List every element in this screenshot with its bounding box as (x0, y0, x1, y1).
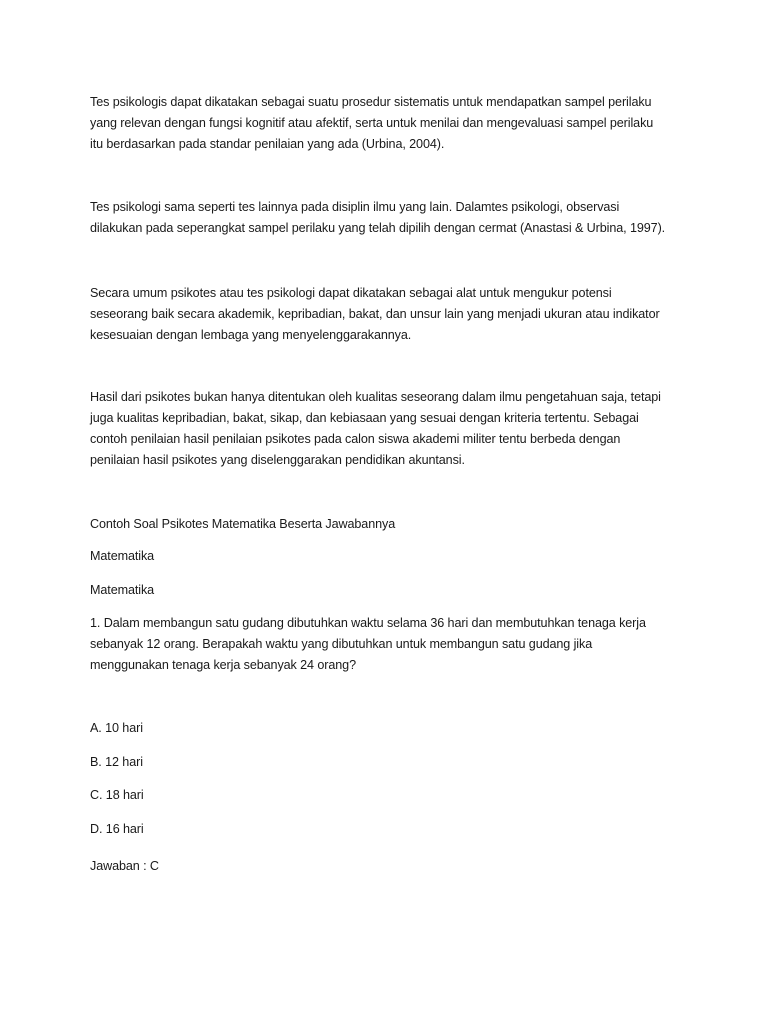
paragraph-line: juga kualitas kepribadian, bakat, sikap, dan kebiasaan yang sesuai dengan kriteria tertentu. Sebagai (90, 411, 639, 425)
paragraph-line: kesesuaian dengan lembaga yang menyelenggarakannya. (90, 328, 412, 342)
subject-heading: Matematika (90, 549, 155, 563)
paragraph-line: Tes psikologi sama seperti tes lainnya pada disiplin ilmu yang lain. Dalamtes psikologi, observasi (90, 200, 620, 214)
question-line: sebanyak 12 orang. Berapakah waktu yang dibutuhkan untuk membangun satu gudang jika (90, 637, 593, 651)
option-c: C. 18 hari (90, 788, 144, 802)
paragraph-definition-urbina (90, 92, 690, 155)
paragraph-psikotes-results (90, 387, 690, 471)
paragraph-line: contoh penilaian hasil penilaian psikotes pada calon siswa akademi militer tentu berbeda dengan (90, 432, 621, 446)
paragraph-line: itu berdasarkan pada standar penilaian yang ada (Urbina, 2004). (90, 137, 445, 151)
question-line: menggunakan tenaga kerja sebanyak 24 orang? (90, 658, 356, 672)
paragraph-line: Tes psikologis dapat dikatakan sebagai suatu prosedur sistematis untuk mendapatkan sampel perilaku (90, 95, 652, 109)
paragraph-line: seseorang baik secara akademik, kepribadian, bakat, dan unsur lain yang menjadi ukuran atau indikator (90, 307, 660, 321)
paragraph-line: Secara umum psikotes atau tes psikologi dapat dikatakan sebagai alat untuk mengukur potensi (90, 286, 612, 300)
question-text (90, 613, 690, 676)
paragraph-line: dilakukan pada seperangkat sampel perilaku yang telah dipilih dengan cermat (Anastasi & Urbina, 1997). (90, 221, 666, 235)
option-a: A. 10 hari (90, 721, 143, 735)
option-d: D. 16 hari (90, 822, 144, 836)
paragraph-general-psikotes (90, 283, 690, 346)
question-line: 1. Dalam membangun satu gudang dibutuhkan waktu selama 36 hari dan membutuhkan tenaga kerja (90, 616, 646, 630)
paragraph-line: Hasil dari psikotes bukan hanya ditentukan oleh kualitas seseorang dalam ilmu pengetahuan saja, tetapi (90, 390, 661, 404)
paragraph-definition-anastasi (90, 197, 690, 239)
option-b: B. 12 hari (90, 755, 143, 769)
section-title: Contoh Soal Psikotes Matematika Beserta Jawabannya (90, 517, 396, 531)
paragraph-line: penilaian hasil psikotes yang diselenggarakan pendidikan akuntansi. (90, 453, 465, 467)
answer-line: Jawaban : C (90, 859, 159, 873)
subject-heading: Matematika (90, 583, 155, 597)
paragraph-line: yang relevan dengan fungsi kognitif atau afektif, serta untuk menilai dan mengevaluasi sampel perilaku (90, 116, 654, 130)
